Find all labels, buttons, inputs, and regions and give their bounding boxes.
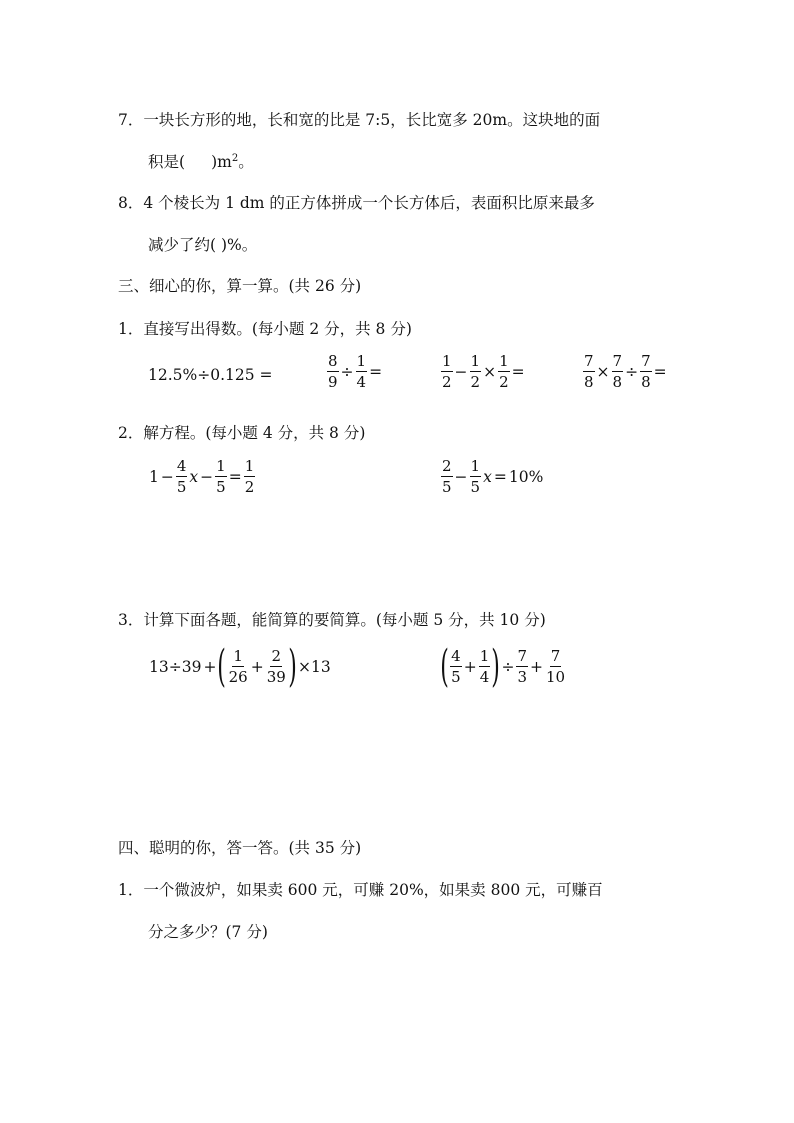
s3-p2-eq2: $\frac{2}{5}$ − $\frac{1}{5}$ x = 10% [442,457,544,496]
fraction: $\frac{1}{2}$ [442,352,452,391]
s3-p3-expr1: 13÷39 + ( $\frac{1}{26}$ + $\frac{2}{39}$ ) ×13 [149,641,331,692]
s3-p1-expr4: $\frac{7}{8}$ × $\frac{7}{8}$ ÷ $\frac{7}{8}$ = [584,352,667,391]
s3-p1-expr2: $\frac{8}{9}$ ÷ $\frac{1}{4}$ = [328,352,383,391]
s3-p3-expr2: ( $\frac{4}{5}$ + $\frac{1}{4}$ ) ÷ $\frac{7}{3}$ + $\frac{7}{10}$ [440,641,566,692]
s3-p1-expr1: 12.5%÷0.125 = [148,366,273,384]
fraction: $\frac{8}{9}$ [328,352,338,391]
fraction: $\frac{1}{2}$ [470,352,481,391]
q7-line1: 7．一块长方形的地，长和宽的比是 7:5，长比宽多 20m。这块地的面 [118,111,601,129]
s3-p2-title: 2．解方程。(每小题 4 分，共 8 分) [118,424,366,442]
fraction: $\frac{4}{5}$ [451,647,461,686]
s3-p1-expr3: $\frac{1}{2}$ − $\frac{1}{2}$ × $\frac{1}{2}$ = [442,352,525,391]
fraction: $\frac{2}{39}$ [266,647,286,686]
fraction: $\frac{1}{5}$ [470,457,481,496]
fraction: $\frac{1}{26}$ [228,647,248,686]
fraction: $\frac{2}{5}$ [442,457,452,496]
fraction: $\frac{1}{4}$ [479,647,490,686]
fraction: $\frac{1}{4}$ [356,352,367,391]
q7-line2: 积是( )$m^2$。 [148,152,254,171]
fraction: $\frac{7}{3}$ [517,647,527,686]
s3-p2-eq1: 1 − $\frac{4}{5}$ x − $\frac{1}{5}$ = $\frac{1}{2}$ [149,457,255,496]
s4-p1-line2: 分之多少？(7 分) [148,923,268,941]
fraction: $\frac{1}{2}$ [244,457,255,496]
fraction: $\frac{4}{5}$ [176,457,187,496]
fraction: $\frac{1}{2}$ [499,352,509,391]
s3-p3-title: 3．计算下面各题，能简算的要简算。(每小题 5 分，共 10 分) [118,611,546,629]
q8-line2: 减少了约( )%。 [148,236,258,254]
fraction: $\frac{7}{10}$ [545,647,566,686]
s4-p1-line1: 1．一个微波炉，如果卖 600 元，可赚 20%，如果卖 800 元，可赚百 [118,881,603,899]
s3-p1-title: 1．直接写出得数。(每小题 2 分，共 8 分) [118,320,412,338]
fraction: $\frac{7}{8}$ [584,352,594,391]
fraction: $\frac{7}{8}$ [612,352,623,391]
fraction: $\frac{7}{8}$ [641,352,651,391]
section3-title: 三、细心的你，算一算。(共 26 分) [118,277,362,295]
q8-line1: 8．4 个棱长为 1 dm 的正方体拼成一个长方体后，表面积比原来最多 [118,194,595,212]
fraction: $\frac{1}{5}$ [216,457,226,496]
section4-title: 四、聪明的你，答一答。(共 35 分) [118,839,362,857]
